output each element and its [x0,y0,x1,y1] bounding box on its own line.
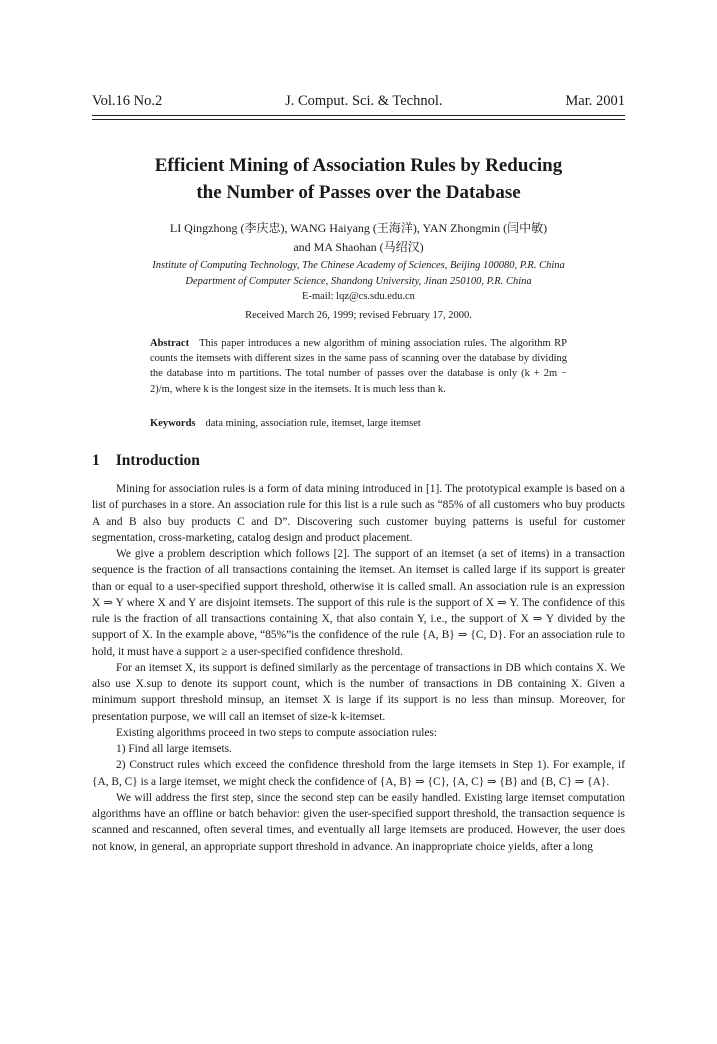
title-line-2: the Number of Passes over the Database [196,182,521,203]
running-header [92,93,625,110]
section-heading [92,452,200,470]
affiliation-2: Department of Computer Science, Shandong University, Jinan 250100, P.R. China [185,276,532,287]
authors-line-1: LI Qingzhong (李庆忠), WANG Haiyang (王海洋), YAN Zhongmin (闫中敏) [169,221,548,235]
section-number: 1 [92,452,100,469]
journal-name: J. Comput. Sci. & Technol. [285,93,443,109]
issue-date: Mar. 2001 [565,93,625,109]
paragraph: We give a problem description which follows [2]. The support of an itemset (a set of items) in a transaction sequence is the fraction of all transactions containing the itemset. An itemset is called large if its support is greater than or equal to a user-specified support threshold, otherwise it is called small. An association rule is an expression X ⇒ Y where X and Y are disjoint itemsets. The support of this rule is the support of X ⇒ Y. The confidence of this rule is the fraction of all transactions containing X, that also contain Y, i.e., the support of X ⇒ Y divided by the support of X. In the example above, “85%”is the confidence of the rule {A, B} ⇒ {C, D}. For an association rule to hold, it must have a support ≥ a user-specified confidence threshold. [92,548,625,658]
paragraph: Mining for association rules is a form of data mining introduced in [1]. The prototypical example is based on a list of purchases in a store. An association rule for this list is a rule such as “85% of all customers who buy products A and B also buy products C and D”. Discovering such customer buying patterns is useful for customer segmentation, cross-marketing, catalog design and product placement. [92,483,625,544]
list-item: 2) Construct rules which exceed the confidence threshold from the large itemsets in Step 1). For example, if {A, B, C} is a large itemset, we might check the confidence of {A, B} ⇒ {C}, {A, C} ⇒ {B} and {B, C} ⇒ {A}. [92,759,625,788]
abstract-label: Abstract [150,338,190,349]
received-dates: Received March 26, 1999; revised February 17, 2000. [245,310,472,321]
section-title: Introduction [115,452,200,469]
affiliation-1: Institute of Computing Technology, The Chinese Academy of Sciences, Beijing 100080, P.R. China [152,260,565,271]
contact-email: E-mail: lqz@cs.sdu.edu.cn [302,291,415,302]
author-list [70,219,647,257]
title-line-1: Efficient Mining of Association Rules by Reducing [154,155,563,176]
paragraph: Existing algorithms proceed in two steps to compute association rules: [116,726,438,739]
keywords-text: data mining, association rule, itemset, large itemset [205,418,421,429]
paragraph: We will address the first step, since the second step can be easily handled. Existing large itemset computation algorithms have an offline or batch behavior: given the user-specified support threshold, the transaction sequence is scanned and rescanned, often several times, and eventually all large itemsets are produced. However, the user does not know, in general, an appropriate support threshold in advance. An inappropriate choice yields, after a long [92,791,625,853]
header-rule-bottom [92,119,625,120]
paragraph: For an itemset X, its support is defined similarly as the percentage of transactions in DB which contains X. We also use X.sup to denote its support count, which is the number of transactions in DB containing X. Given a minimum support threshold minsup, an itemset X is large if its support is no less than minsup. Moreover, for presentation purpose, we will call an itemset of size-k k-itemset. [92,661,625,723]
abstract [150,336,567,397]
keywords [150,418,567,429]
keywords-label: Keywords [150,418,196,429]
paper-title [60,152,657,206]
body-text [92,481,625,855]
list-item: 1) Find all large itemsets. [116,743,232,755]
affiliations [72,258,645,290]
abstract-text: This paper introduces a new algorithm of mining association rules. The algorithm RP counts the itemsets with different sizes in the same pass of scanning over the database by dividing the database into m partitions. The total number of passes over the database is only (k + 2m − 2)/m, where k is the longest size in the itemsets. It is much less than k. [150,338,567,395]
authors-line-2: and MA Shaohan (马绍汉) [293,240,424,254]
journal-volume: Vol.16 No.2 [92,93,163,109]
header-rule-top [92,115,625,116]
